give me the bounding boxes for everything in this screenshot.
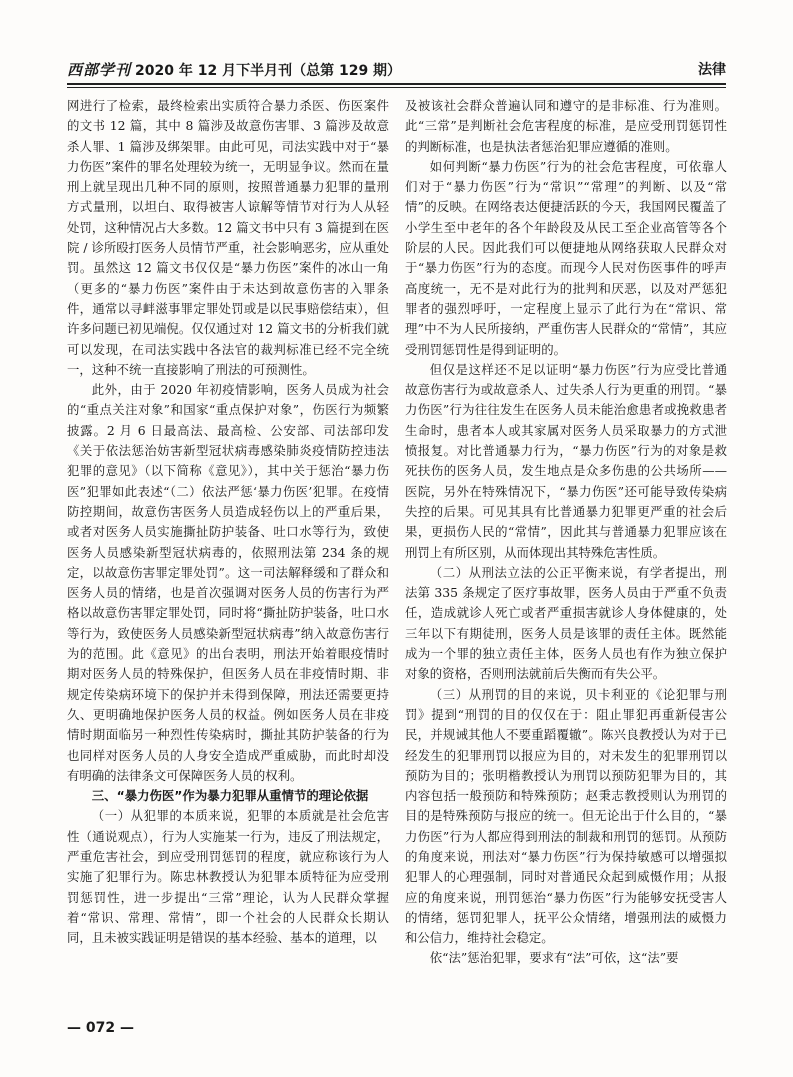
section-heading: 三、“暴力伤医”作为暴力犯罪从重情节的理论依据 [91,788,369,804]
right-column [405,96,727,1026]
paragraph: 依“法”惩治犯罪，要求有“法”可依，这“法”要 [429,950,679,966]
paragraph: 但仅是这样还不足以证明“暴力伤医”行为应受比普通故意伤害行为或故意杀人、过失杀人行为更重的刑罚。“暴力伤医”行为往往发生在医务人员未能治愈患者或挽救患者生命时，患者本人或其家属对医务人员采取暴力的方式泄愤报复。对比普通暴力行为，“暴力伤医”行为的对象是救死扶伤的医务人员，发生地点是众多伤患的公共场所——医院，另外在特殊情况下，“暴力伤医”还可能导致传染病失控的后果。可见其具有比普通暴力犯罪更严重的社会后果，更损伤人民的“常情”，因此其与普通暴力犯罪应该在刑罚上有所区别，从而体现出其特殊危害性质。 [405,361,727,560]
paragraph: （三）从刑罚的目的来说，贝卡利亚的《论犯罪与刑罚》提到“刑罚的目的仅仅在于：阻止罪犯再重新侵害公民，并规诫其他人不要重蹈覆辙”。陈兴良教授认为对于已经发生的犯罪刑罚以报应为目的，对未发生的犯罪刑罚以预防为目的；张明楷教授认为刑罚以预防犯罪为目的，其内容包括一般预防和特殊预防；赵秉志教授则认为刑罚的目的是特殊预防与报应的统一。但无论出于什么目的，“暴力伤医”行为人都应得到刑法的制裁和刑罚的惩罚。从预防的角度来说，刑法对“暴力伤医”行为保持敏感可以增强拟犯罪人的心理强制，同时对普通民众起到威慑作用；从报应的角度来说，刑罚惩治“暴力伤医”行为能够安抚受害人的情绪，惩罚犯罪人，抚平公众情绪，增强刑法的威慑力和公信力，维持社会稳定。 [405,686,727,946]
running-header [67,60,726,80]
paragraph: 此外，由于 2020 年初疫情影响，医务人员成为社会的“重点关注对象”和国家“重点保护对象”，伤医行为频繁披露。2 月 6 日最高法、最高检、公安部、司法部印发《关于依法惩治妨害新型冠状病毒感染肺炎疫情防控违法犯罪的意见》（以下简称《意见》），其中关于惩治“暴力伤医”犯罪如此表述“（二）依法严惩‘暴力伤医’犯罪。在疫情防控期间，故意伤害医务人员造成轻伤以上的严重后果，或者对医务人员实施撕扯防护装备、吐口水等行为，致使医务人员感染新型冠状病毒的，依照刑法第 234 条的规定，以故意伤害罪定罪处罚”。这一司法解释缓和了群众和医务人员的情绪，也是首次强调对医务人员的伤害行为严格以故意伤害罪定罪处罚，同时将“撕扯防护装备，吐口水等行为，致使医务人员感染新型冠状病毒”纳入故意伤害行为的范围。此《意见》的出台表明，刑法开始着眼疫情时期对医务人员的特殊保护，但医务人员在非疫情时期、非规定传染病环境下的保护并未得到保障，刑法还需要更持久、更明确地保护医务人员的权益。例如医务人员在非疫情时期面临另一种烈性传染病时，撕扯其防护装备的行为也同样对医务人员的人身安全造成严重威胁，而此时却没有明确的法律条文可保障医务人员的权利。 [67,382,389,783]
left-column [67,96,389,1026]
header-rule-thin [67,87,726,88]
paragraph: 网进行了检索，最终检索出实质符合暴力杀医、伤医案件的文书 12 篇，其中 8 篇涉及故意伤害罪、3 篇涉及故意杀人罪、1 篇涉及绑架罪。由此可见，司法实践中对于“暴力伤医”案件的罪名处理较为统一，无明显争议。然而在量刑上就呈现出几种不同的原则，按照普通暴力犯罪的量刑方式量刑，以坦白、取得被害人谅解等情节对行为人从轻处罚，这种情况占大多数。12 篇文书中只有 3 篇提到在医院 / 诊所殴打医务人员情节严重，社会影响恶劣，应从重处罚。虽然这 12 篇文书仅仅是“暴力伤医”案件的冰山一角（更多的“暴力伤医”案件由于未达到故意伤害的入罪条件，通常以寻衅滋事罪定罪处罚或是以民事赔偿结束），但许多问题已初见端倪。仅仅通过对 12 篇文书的分析我们就可以发现，在司法实践中各法官的裁判标准已经不完全统一，这种不统一直接影响了刑法的可预测性。 [67,98,389,377]
journal-header [67,60,401,81]
issue-info: 2020 年 12 月下半月刊（总第 129 期） [135,63,402,79]
paragraph: 及被该社会群众普遍认同和遵守的是非标准、行为准则。此“三常”是判断社会危害程度的标准，是应受刑罚惩罚性的判断标准，也是执法者惩治犯罪应遵循的准则。 [405,98,727,154]
header-rule [67,83,726,85]
section-name: 法律 [698,62,726,78]
page-number: — 072 — [67,1020,134,1036]
paragraph: （二）从刑法立法的公正平衡来说，有学者提出，刑法第 335 条规定了医疗事故罪，医务人员由于严重不负责任，造成就诊人死亡或者严重损害就诊人身体健康的，处三年以下有期徒刑，医务人员是该罪的责任主体。既然能成为一个罪的独立责任主体，医务人员也有作为独立保护对象的资格，否则刑法就前后失衡而有失公平。 [405,564,727,682]
paragraph: 如何判断“暴力伤医”行为的社会危害程度，可依靠人们对于“暴力伤医”行为“常识”“常理”的判断、以及“常情”的反映。在网络表达便捷活跃的今天，我国网民覆盖了小学生至中老年的各个年龄段及从民工至企业高管等各个阶层的人民。因此我们可以便捷地从网络获取人民群众对于“暴力伤医”行为的态度。而现今人民对伤医事件的呼声高度统一，无不是对此行为的批判和厌恶，以及对严惩犯罪者的强烈呼吁，一定程度上显示了此行为在“常识、常理”中不为人民所接纳，严重伤害人民群众的“常情”，其应受刑罚惩罚性是得到证明的。 [405,158,727,357]
paragraph: （一）从犯罪的本质来说，犯罪的本质就是社会危害性（通说观点），行为人实施某一行为，违反了刑法规定，严重危害社会，到应受刑罚惩罚的程度，就应称该行为人实施了犯罪行为。陈忠林教授认为犯罪本质特征为应受刑罚惩罚性，进一步提出“三常”理论，认为人民群众掌握着“常识、常理、常情”，即一个社会的人民群众长期认同，且未被实践证明是错误的基本经验、基本的道理，以 [67,808,389,946]
journal-logo: 西部学刊 [67,61,132,79]
